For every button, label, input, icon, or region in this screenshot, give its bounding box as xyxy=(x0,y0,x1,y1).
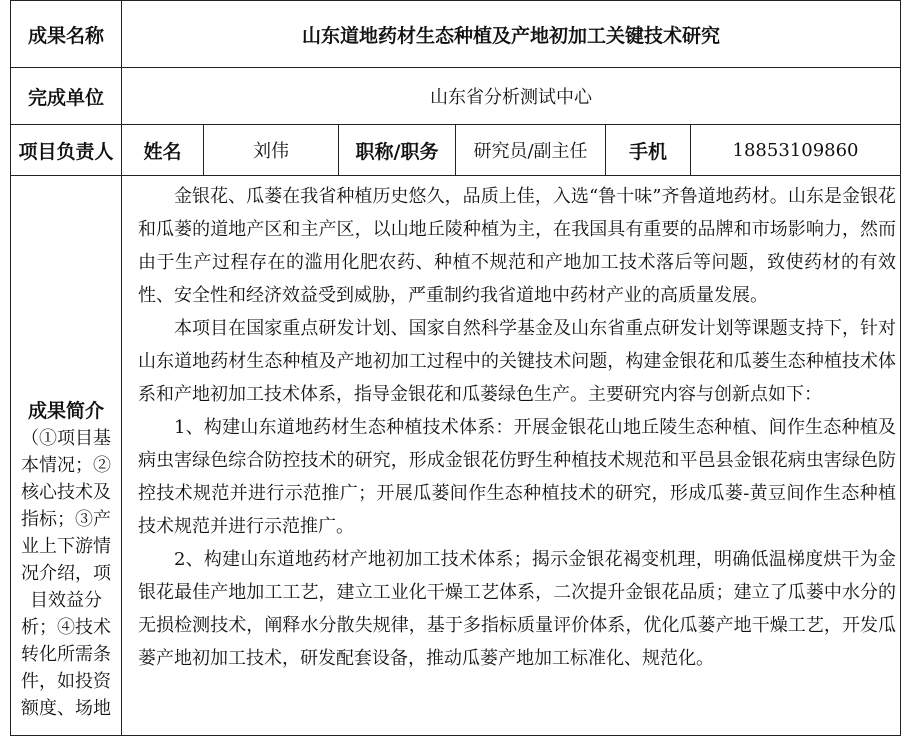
achievement-name-label: 成果名称 xyxy=(11,1,122,68)
summary-label: 成果简介 xyxy=(27,400,104,422)
phone-value: 18853109860 xyxy=(691,125,901,176)
row-completing-unit xyxy=(11,68,901,125)
summary-paragraph: 金银花、瓜蒌在我省种植历史悠久，品质上佳，入选“鲁十味”齐鲁道地药材。山东是金银花和瓜蒌的道地产区和主产区，以山地丘陵种植为主，在我国具有重要的品牌和市场影响力，然而由于生产过程存在的滥用化肥农药、种植不规范和产地加工技术落后等问题，致使药材的有效性、安全性和经济效益受到威胁，严重制约我省道地中药材产业的高质量发展。 xyxy=(138,186,897,306)
completing-unit-label: 完成单位 xyxy=(11,68,122,125)
summary-paragraph: 1、构建山东道地药材生态种植技术体系：开展金银花山地丘陵生态种植、间作生态种植及病虫害绿色综合防控技术的研究，形成金银花仿野生种植技术规范和平邑县金银花病虫害绿色防控技术规范并进行示范推广；开展瓜蒌间作生态种植技术的研究，形成瓜蒌-黄豆间作生态种植技术规范并进行示范推广。 xyxy=(138,417,897,537)
completing-unit-value: 山东省分析测试中心 xyxy=(122,68,901,125)
summary-note: （①项目基本情况；②核心技术及指标；③产业上下游情况介绍，项目效益分析；④技术转化所需条件，如投资额度、场地 xyxy=(21,428,111,719)
title-value: 研究员/副主任 xyxy=(456,125,606,176)
name-label: 姓名 xyxy=(122,125,204,176)
name-value: 刘伟 xyxy=(204,125,339,176)
row-summary xyxy=(11,176,901,736)
phone-label: 手机 xyxy=(606,125,691,176)
title-label: 职称/职务 xyxy=(339,125,456,176)
summary-paragraph: 2、构建山东道地药材产地初加工技术体系；揭示金银花褐变机理，明确低温梯度烘干为金银花最佳产地加工工艺，建立工业化干燥工艺体系，二次提升金银花品质；建立了瓜蒌中水分的无损检测技术，阐释水分散失规律，基于多指标质量评价体系，优化瓜蒌产地干燥工艺，开发瓜蒌产地初加工技术，研发配套设备，推动瓜蒌产地加工标准化、规范化。 xyxy=(138,549,897,669)
summary-side-cell xyxy=(11,176,122,736)
summary-paragraph: 本项目在国家重点研发计划、国家自然科学基金及山东省重点研发计划等课题支持下，针对山东道地药材生态种植及产地初加工过程中的关键技术问题，构建金银花和瓜蒌生态种植技术体系和产地初加工技术体系，指导金银花和瓜蒌绿色生产。主要研究内容与创新点如下： xyxy=(138,318,897,405)
row-achievement-name xyxy=(11,1,901,68)
project-leader-label: 项目负责人 xyxy=(11,125,122,176)
achievement-table xyxy=(10,0,901,736)
summary-content xyxy=(122,176,901,736)
row-project-leader xyxy=(11,125,901,176)
achievement-name-value: 山东道地药材生态种植及产地初加工关键技术研究 xyxy=(122,1,901,68)
